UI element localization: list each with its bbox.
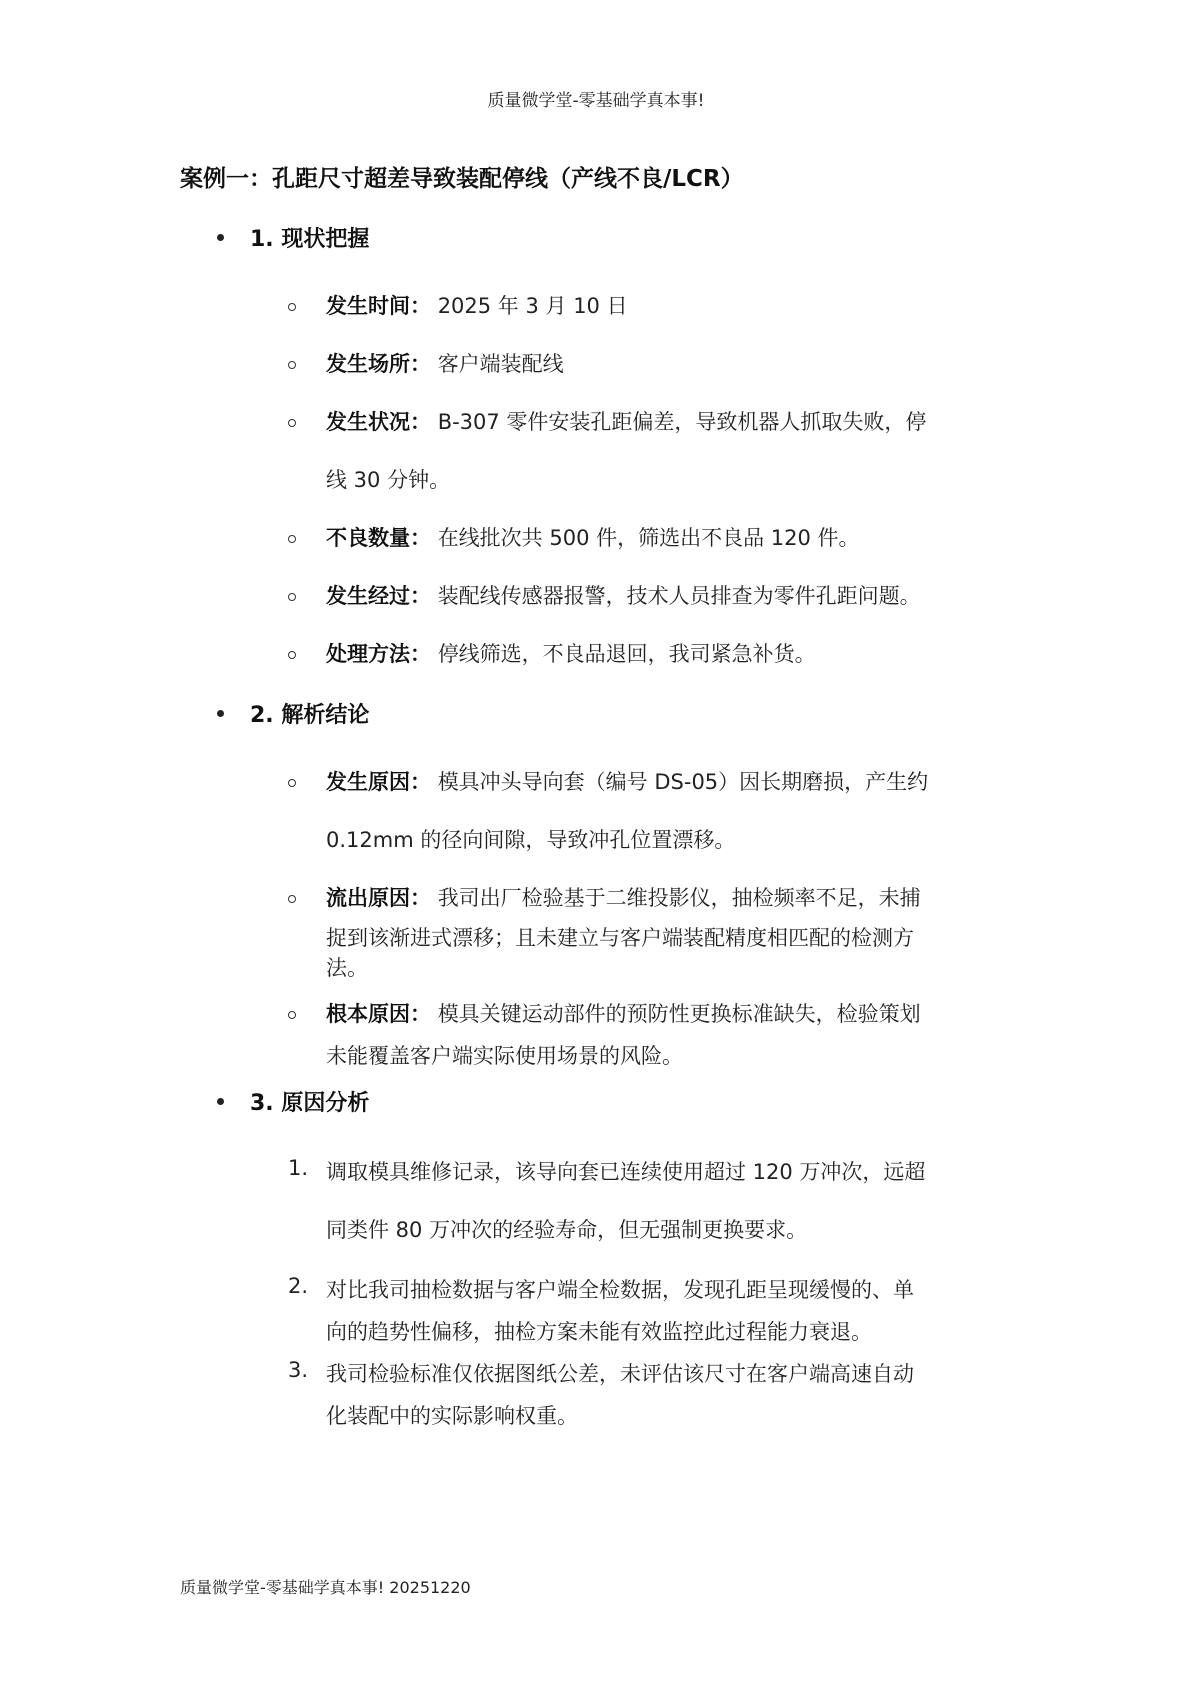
item-text: 我司检验标准仅依据图纸公差，未评估该尺寸在客户端高速自动 [326, 1362, 914, 1386]
item-number: 1. [288, 1156, 309, 1180]
circle-bullet-icon [288, 303, 296, 311]
item-text: 向的趋势性偏移，抽检方案未能有效监控此过程能力衰退。 [326, 1320, 872, 1344]
section-heading-1 [217, 222, 369, 253]
item-label: 不良数量： [326, 526, 431, 550]
circle-bullet-icon [288, 419, 296, 427]
item-text: 捉到该渐进式漂移；且未建立与客户端装配精度相匹配的检测方 [326, 926, 914, 950]
item-label: 流出原因： [326, 886, 431, 910]
item-text: 调取模具维修记录，该导向套已连续使用超过 120 万冲次，远超 [326, 1160, 926, 1184]
circle-bullet-icon [288, 593, 296, 601]
item-text: 化装配中的实际影响权重。 [326, 1404, 578, 1428]
item-label: 发生场所： [326, 352, 431, 376]
bullet-icon [217, 1098, 224, 1105]
item-text: 停线筛选，不良品退回，我司紧急补货。 [437, 642, 816, 666]
section-label: 2. 解析结论 [250, 703, 370, 728]
item-text: 我司出厂检验基于二维投影仪，抽检频率不足，未捕 [437, 886, 921, 910]
circle-bullet-icon [288, 779, 296, 787]
item-text: 法。 [326, 956, 368, 980]
item-text: 2025 年 3 月 10 日 [437, 294, 628, 318]
item-text: 对比我司抽检数据与客户端全检数据，发现孔距呈现缓慢的、单 [326, 1278, 914, 1302]
item-text: 模具冲头导向套（编号 DS-05）因长期磨损，产生约 [437, 770, 929, 794]
item-label: 处理方法： [326, 642, 431, 666]
item-label: 发生经过： [326, 584, 431, 608]
bullet-icon [217, 710, 224, 717]
item-number: 3. [288, 1358, 309, 1382]
item-label: 发生状况： [326, 410, 431, 434]
circle-bullet-icon [288, 1011, 296, 1019]
item-number: 2. [288, 1274, 309, 1298]
item-label: 发生时间： [326, 294, 431, 318]
section-label: 1. 现状把握 [250, 227, 370, 252]
item-text: B-307 零件安装孔距偏差，导致机器人抓取失败，停 [437, 410, 927, 434]
circle-bullet-icon [288, 651, 296, 659]
section-heading-3 [217, 1086, 369, 1117]
circle-bullet-icon [288, 895, 296, 903]
section-label: 3. 原因分析 [250, 1091, 370, 1116]
item-text: 在线批次共 500 件，筛选出不良品 120 件。 [437, 526, 860, 550]
item-text: 0.12mm 的径向间隙，导致冲孔位置漂移。 [326, 828, 736, 852]
item-text: 模具关键运动部件的预防性更换标准缺失，检验策划 [437, 1002, 921, 1026]
item-text: 装配线传感器报警，技术人员排查为零件孔距问题。 [437, 584, 921, 608]
page-header: 质量微学堂-零基础学真本事! [487, 91, 705, 111]
item-text: 线 30 分钟。 [326, 468, 451, 492]
item-text: 未能覆盖客户端实际使用场景的风险。 [326, 1044, 683, 1068]
circle-bullet-icon [288, 535, 296, 543]
section-heading-2 [217, 698, 369, 729]
item-text: 客户端装配线 [437, 352, 564, 376]
page-footer: 质量微学堂-零基础学真本事! 20251220 [180, 1578, 471, 1597]
item-label: 发生原因： [326, 770, 431, 794]
item-label: 根本原因： [326, 1002, 431, 1026]
bullet-icon [217, 234, 224, 241]
circle-bullet-icon [288, 361, 296, 369]
case-title: 案例一：孔距尺寸超差导致装配停线（产线不良/LCR） [180, 166, 744, 192]
item-text: 同类件 80 万冲次的经验寿命，但无强制更换要求。 [326, 1218, 808, 1242]
